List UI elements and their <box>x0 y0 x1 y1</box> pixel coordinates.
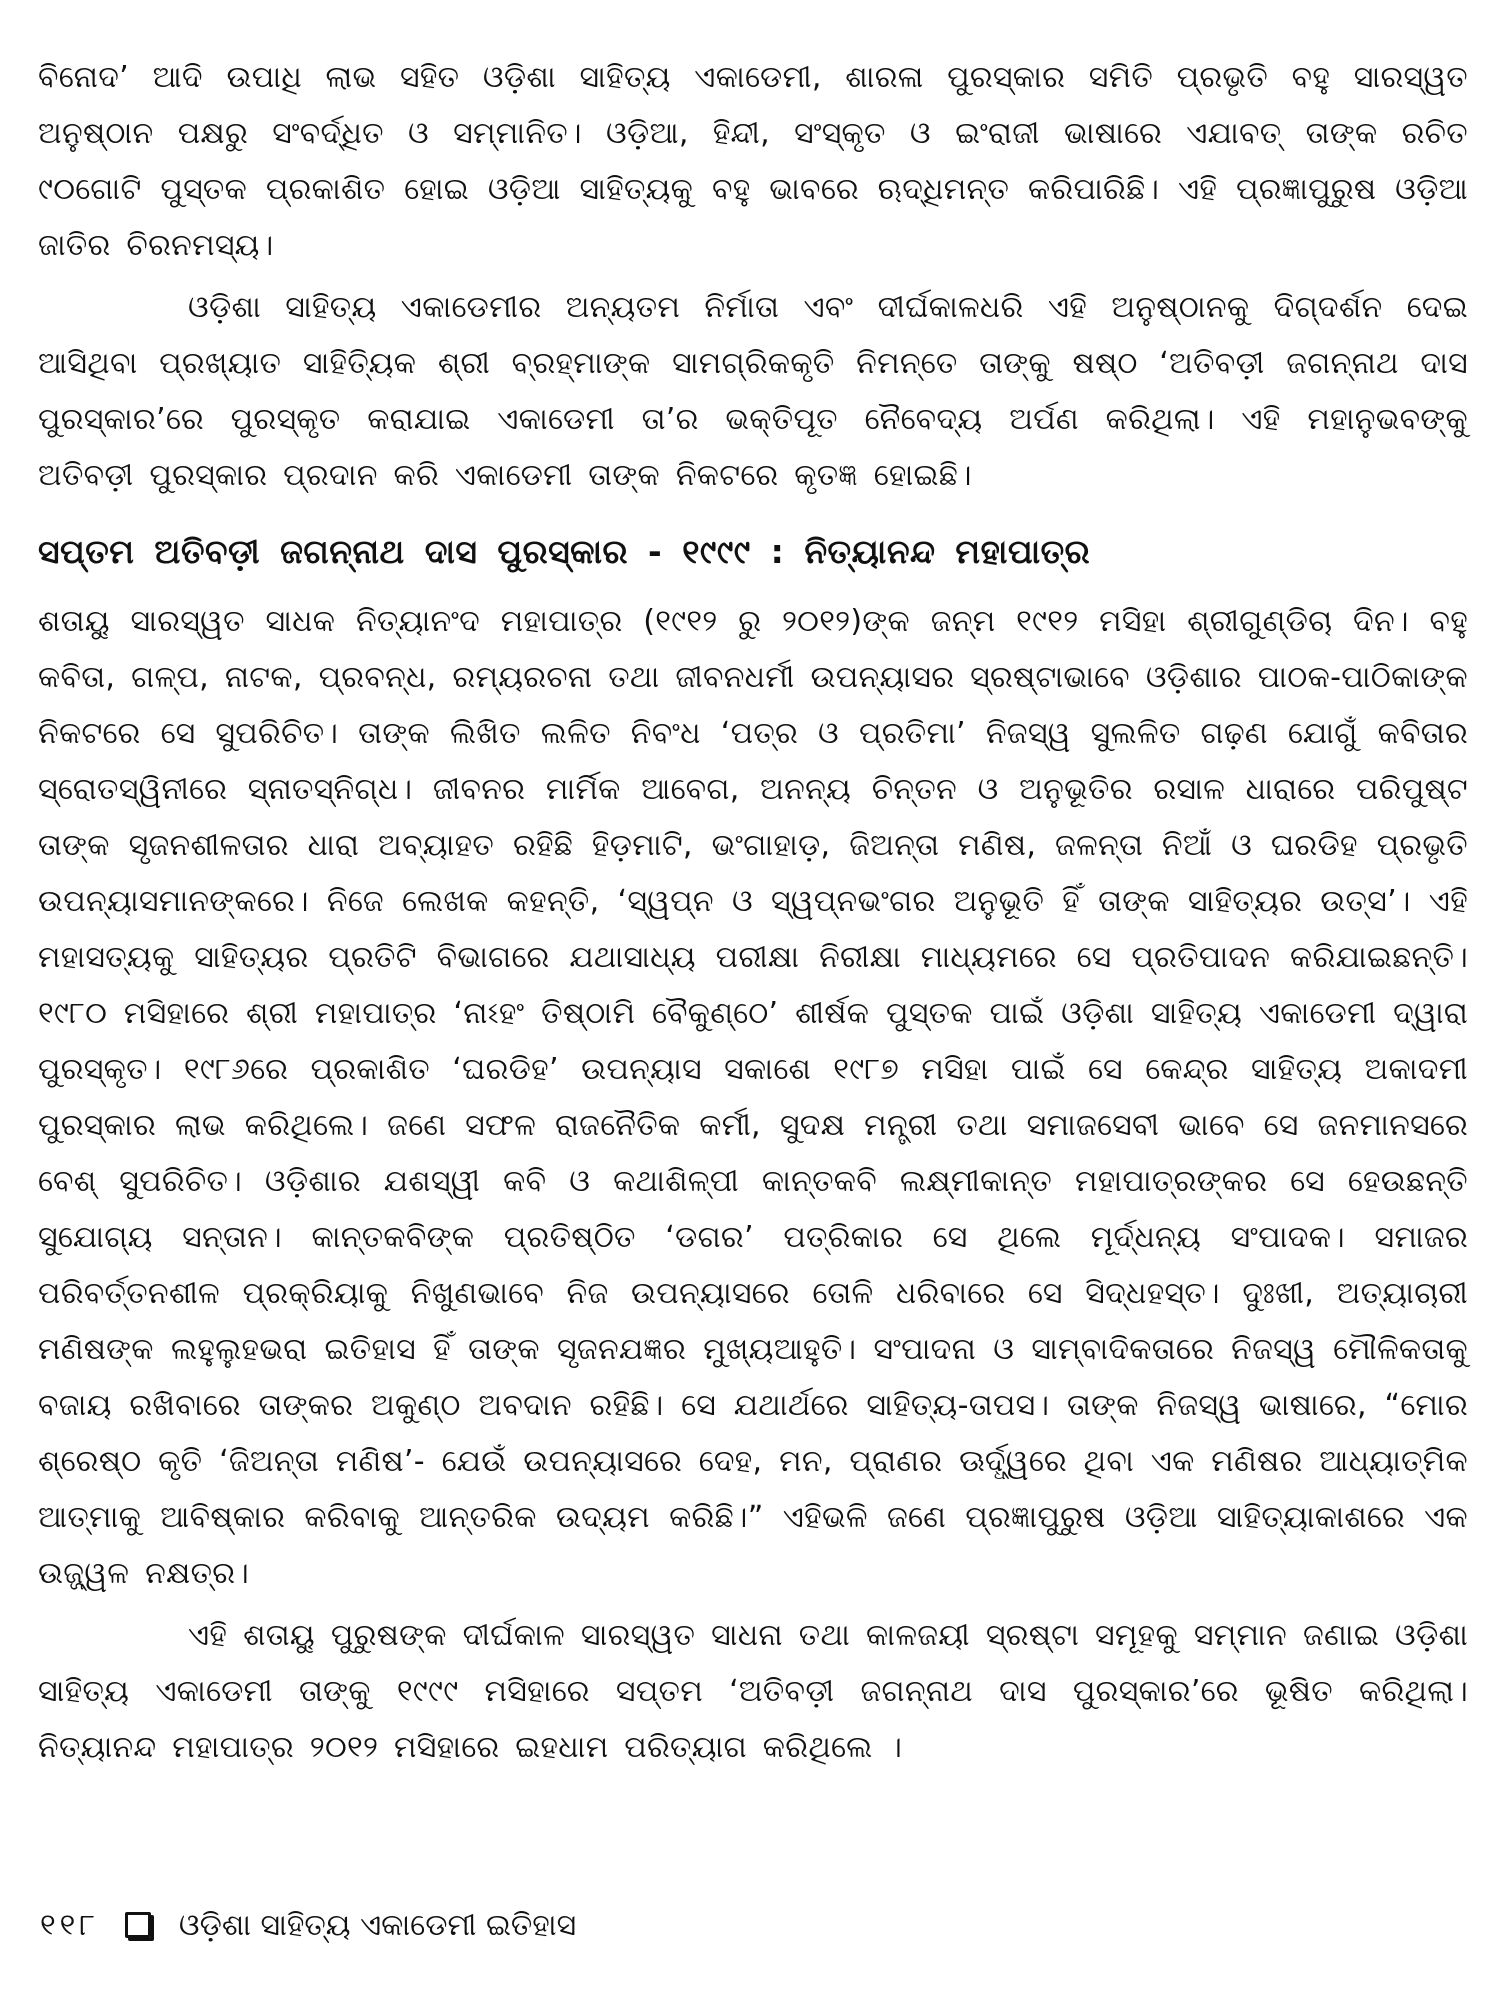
intro-paragraph: ବିନୋଦ’ ଆଦି ଉପାଧି ଲାଭ ସହିତ ଓଡ଼ିଶା ସାହିତ୍ୟ ଏକାଡେମୀ, ଶାରଳା ପୁରସ୍କାର ସମିତି ପ୍ରଭୃତି ବହୁ ସାରସ୍ୱତ ଅନୁଷ୍ଠାନ ପକ୍ଷରୁ ସଂବର୍ଦ୍ଧିତ ଓ ସମ୍ମାନିତ। ଓଡ଼ିଆ, ହିନ୍ଦୀ, ସଂସ୍କୃତ ଓ ଇଂରାଜୀ ଭାଷାରେ ଏଯାବତ୍ ତାଙ୍କ ରଚିତ ୯୦ଗୋଟି ପୁସ୍ତକ ପ୍ରକାଶିତ ହୋଇ ଓଡ଼ିଆ ସାହିତ୍ୟକୁ ବହୁ ଭାବରେ ଋଦ୍ଧିମନ୍ତ କରିପାରିଛି। ଏହି ପ୍ରଜ୍ଞାପୁରୁଷ ଓଡ଼ିଆ ଜାତିର ଚିରନମସ୍ୟ। <box>38 60 1468 263</box>
page-footer <box>40 1900 576 1950</box>
page-number: ୧୧୮ <box>40 1907 99 1943</box>
square-box-icon <box>125 1912 151 1938</box>
biography-paragraph: ଶତାୟୁ ସାରସ୍ୱତ ସାଧକ ନିତ୍ୟାନଂଦ ମହାପାତ୍ର (୧୯୧୨ ରୁ ୨୦୧୨)ଙ୍କ ଜନ୍ମ ୧୯୧୨ ମସିହା ଶ୍ରୀଗୁଣ୍ଡିଚା ଦିନ। ବହୁ କବିତା, ଗଳ୍ପ, ନାଟକ, ପ୍ରବନ୍ଧ, ରମ୍ୟରଚନା ତଥା ଜୀବନଧର୍ମୀ ଉପନ୍ୟାସର ସ୍ରଷ୍ଟାଭାବେ ଓଡ଼ିଶାର ପାଠକ-ପାଠିକାଙ୍କ ନିକଟରେ ସେ ସୁପରିଚିତ। ତାଙ୍କ ଲିଖିତ ଲଳିତ ନିବଂଧ ‘ପତ୍ର ଓ ପ୍ରତିମା’ ନିଜସ୍ୱ ସୁଲଳିତ ଗଢ଼ଣ ଯୋଗୁଁ କବିତାର ସ୍ରୋତସ୍ୱିନୀରେ ସ୍ନାତସ୍ନିଗ୍ଧ। ଜୀବନର ମାର୍ମିକ ଆବେଗ, ଅନନ୍ୟ ଚିନ୍ତନ ଓ ଅନୁଭୂତିର ରସାଳ ଧାରାରେ ପରିପୁଷ୍ଟ ତାଙ୍କ ସୃଜନଶୀଳତାର ଧାରା ଅବ୍ୟାହତ ରହିଛି ହିଡ଼ମାଟି, ଭଂଗାହାଡ଼, ଜିଅନ୍ତା ମଣିଷ, ଜଳନ୍ତା ନିଆଁ ଓ ଘରଡିହ ପ୍ରଭୃତି ଉପନ୍ୟାସମାନଙ୍କରେ। ନିଜେ ଲେଖକ କହନ୍ତି, ‘ସ୍ୱପ୍ନ ଓ ସ୍ୱପ୍ନଭଂଗର ଅନୁଭୂତି ହିଁ ତାଙ୍କ ସାହିତ୍ୟର ଉତ୍ସ’। ଏହି ମହାସତ୍ୟକୁ ସାହିତ୍ୟର ପ୍ରତିଟି ବିଭାଗରେ ଯଥାସାଧ୍ୟ ପରୀକ୍ଷା ନିରୀକ୍ଷା ମାଧ୍ୟମରେ ସେ ପ୍ରତିପାଦନ କରିଯାଇଛନ୍ତି। ୧୯୮୦ ମସିହାରେ ଶ୍ରୀ ମହାପାତ୍ର ‘ନାଽହଂ ତିଷ୍ଠାମି ବୈକୁଣ୍ଠେ’ ଶୀର୍ଷକ ପୁସ୍ତକ ପାଇଁ ଓଡ଼ିଶା ସାହିତ୍ୟ ଏକାଡେମୀ ଦ୍ୱାରା ପୁରସ୍କୃତ। ୧୯୮୬ରେ ପ୍ରକାଶିତ ‘ଘରଡିହ’ ଉପନ୍ୟାସ ସକାଶେ ୧୯୮୭ ମସିହା ପାଇଁ ସେ କେନ୍ଦ୍ର ସାହିତ୍ୟ ଅକାଦମୀ ପୁରସ୍କାର ଲାଭ କରିଥିଲେ। ଜଣେ ସଫଳ ରାଜନୈତିକ କର୍ମୀ, ସୁଦକ୍ଷ ମନ୍ତ୍ରୀ ତଥା ସମାଜସେବୀ ଭାବେ ସେ ଜନମାନସରେ ବେଶ୍ ସୁପରିଚିତ। ଓଡ଼ିଶାର ଯଶସ୍ୱୀ କବି ଓ କଥାଶିଳ୍ପୀ କାନ୍ତକବି ଲକ୍ଷ୍ମୀକାନ୍ତ ମହାପାତ୍ରଙ୍କର ସେ ହେଉଛନ୍ତି ସୁଯୋଗ୍ୟ ସନ୍ତାନ। କାନ୍ତକବିଙ୍କ ପ୍ରତିଷ୍ଠିତ ‘ଡଗର’ ପତ୍ରିକାର ସେ ଥିଲେ ମୂର୍ଦ୍ଧନ୍ୟ ସଂପାଦକ। ସମାଜର ପରିବର୍ତ୍ତନଶୀଳ ପ୍ରକ୍ରିୟାକୁ ନିଖୁଣଭାବେ ନିଜ ଉପନ୍ୟାସରେ ତୋଳି ଧରିବାରେ ସେ ସିଦ୍ଧହସ୍ତ। ଦୁଃଖୀ, ଅତ୍ୟାଚାରୀ ମଣିଷଙ୍କ ଲହୁଲୁହଭରା ଇତିହାସ ହିଁ ତାଙ୍କ ସୃଜନଯଜ୍ଞର ମୁଖ୍ୟଆହୁତି। ସଂପାଦନା ଓ ସାମ୍ବାଦିକତାରେ ନିଜସ୍ୱ ମୌଳିକତାକୁ ବଜାୟ ରଖିବାରେ ତାଙ୍କର ଅକୁଣ୍ଠ ଅବଦାନ ରହିଛି। ସେ ଯଥାର୍ଥରେ ସାହିତ୍ୟ-ତାପସ। ତାଙ୍କ ନିଜସ୍ୱ ଭାଷାରେ, “ମୋର ଶ୍ରେଷ୍ଠ କୃତି ‘ଜିଅନ୍ତା ମଣିଷ’- ଯେଉଁ ଉପନ୍ୟାସରେ ଦେହ, ମନ, ପ୍ରାଣର ଊର୍ଦ୍ଧ୍ୱରେ ଥିବା ଏକ ମଣିଷର ଆଧ୍ୟାତ୍ମିକ ଆତ୍ମାକୁ ଆବିଷ୍କାର କରିବାକୁ ଆନ୍ତରିକ ଉଦ୍ୟମ କରିଛି।” ଏହିଭଳି ଜଣେ ପ୍ରଜ୍ଞାପୁରୁଷ ଓଡ଼ିଆ ସାହିତ୍ୟାକାଶରେ ଏକ ଉଜ୍ଜ୍ୱଳ ନକ୍ଷତ୍ର। <box>38 604 1468 1591</box>
sixth-award-paragraph: ଓଡ଼ିଶା ସାହିତ୍ୟ ଏକାଡେମୀର ଅନ୍ୟତମ ନିର୍ମାତା ଏବଂ ଦୀର୍ଘକାଳଧରି ଏହି ଅନୁଷ୍ଠାନକୁ ଦିଗ୍‌ଦର୍ଶନ ଦେଇ ଆସିଥିବା ପ୍ରଖ୍ୟାତ ସାହିତ୍ୟିକ ଶ୍ରୀ ବ୍ରହ୍ମାଙ୍କ ସାମଗ୍ରିକକୃତି ନିମନ୍ତେ ତାଙ୍କୁ ଷଷ୍ଠ ‘ଅତିବଡ଼ୀ ଜଗନ୍ନାଥ ଦାସ ପୁରସ୍କାର’ରେ ପୁରସ୍କୃତ କରାଯାଇ ଏକାଡେମୀ ତା’ର ଭକ୍ତିପୂତ ନୈବେଦ୍ୟ ଅର୍ପଣ କରିଥିଲା। ଏହି ମହାନୁଭବଙ୍କୁ ଅତିବଡ଼ୀ ପୁରସ୍କାର ପ୍ରଦାନ କରି ଏକାଡେମୀ ତାଙ୍କ ନିକଟରେ କୃତଜ୍ଞ ହୋଇଛି। <box>38 290 1468 493</box>
conclusion-paragraph: ଏହି ଶତାୟୁ ପୁରୁଷଙ୍କ ଦୀର୍ଘକାଳ ସାରସ୍ୱତ ସାଧନା ତଥା କାଳଜୟୀ ସ୍ରଷ୍ଟା ସମୂହକୁ ସମ୍ମାନ ଜଣାଇ ଓଡ଼ିଶା ସାହିତ୍ୟ ଏକାଡେମୀ ତାଙ୍କୁ ୧୯୯୯ ମସିହାରେ ସପ୍ତମ ‘ଅତିବଡ଼ୀ ଜଗନ୍ନାଥ ଦାସ ପୁରସ୍କାର’ରେ ଭୂଷିତ କରିଥିଲା। ନିତ୍ୟାନନ୍ଦ ମହାପାତ୍ର ୨୦୧୨ ମସିହାରେ ଇହଧାମ ପରିତ୍ୟାଗ କରିଥିଲେ । <box>38 1618 1468 1765</box>
book-title: ଓଡ଼ିଶା ସାହିତ୍ୟ ଏକାଡେମୀ ଇତିହାସ <box>178 1907 577 1943</box>
section-heading: ସପ୍ତମ ଅତିବଡ଼ୀ ଜଗନ୍ନାଥ ଦାସ ପୁରସ୍କାର - ୧୯୯୯ : ନିତ୍ୟାନନ୍ଦ ମହାପାତ୍ର <box>38 532 1091 571</box>
page-body <box>38 50 1468 1776</box>
